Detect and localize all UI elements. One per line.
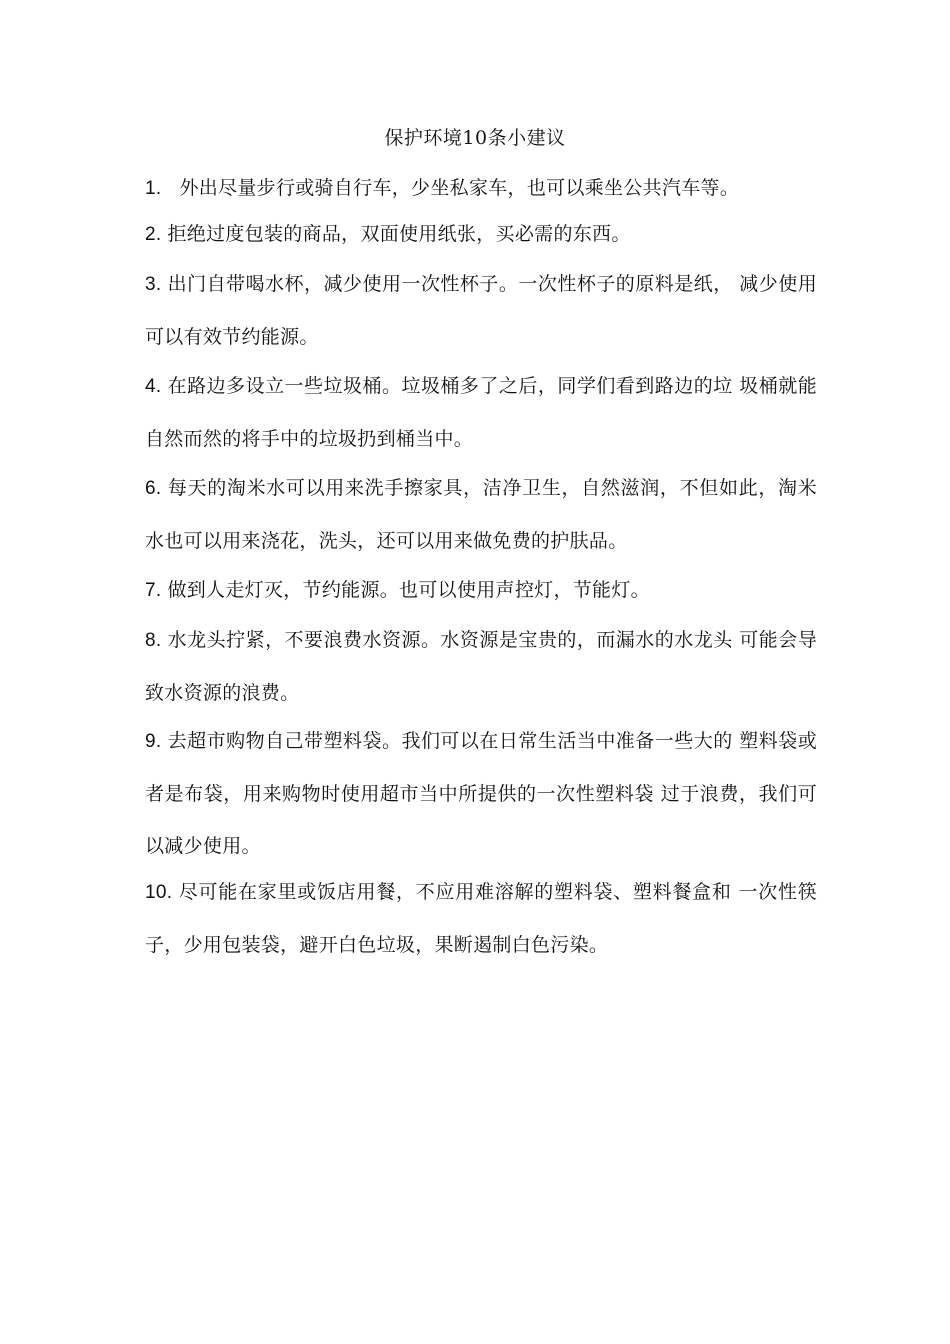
item-number: 7. bbox=[145, 580, 162, 601]
item-number: 4. bbox=[145, 376, 162, 397]
item-text: 去超市购物自己带塑料袋。我们可以在日常生活当中准备一些大的 塑料袋或者是布袋，用来购物时使用超市当中所提供的一次性塑料袋 过于浪费，我们可以减少使用。 bbox=[145, 730, 817, 857]
item-number: 3. bbox=[145, 274, 162, 295]
item-number: 2. bbox=[145, 224, 162, 245]
list-item bbox=[145, 462, 817, 567]
item-text: 外出尽量步行或骑自行车，少坐私家车，也可以乘坐公共汽车等。 bbox=[179, 177, 740, 199]
item-number: 9. bbox=[145, 731, 162, 752]
item-number: 6. bbox=[145, 478, 162, 499]
list-item bbox=[145, 360, 817, 465]
item-text: 尽可能在家里或饭店用餐，不应用难溶解的塑料袋、塑料餐盒和 一次性筷子，少用包装袋，避开白色垃圾，果断遏制白色污染。 bbox=[145, 881, 817, 956]
document-title: 保护环境10条小建议 bbox=[384, 127, 566, 149]
item-number: 10. bbox=[145, 882, 173, 903]
item-text: 水龙头拧紧，不要浪费水资源。水资源是宝贵的，而漏水的水龙头 可能会导致水资源的浪费。 bbox=[145, 629, 817, 704]
item-number: 1. bbox=[145, 178, 162, 199]
item-text: 在路边多设立一些垃圾桶。垃圾桶多了之后，同学们看到路边的垃 圾桶就能自然而然的将手中的垃圾扔到桶当中。 bbox=[145, 375, 817, 450]
item-text: 每天的淘米水可以用来洗手擦家具，洁净卫生，自然滋润，不但如此，淘米水也可以用来浇花，洗头，还可以用来做免费的护肤品。 bbox=[145, 477, 817, 552]
item-number: 8. bbox=[145, 630, 162, 651]
list-item bbox=[145, 208, 817, 261]
list-item bbox=[145, 715, 817, 872]
list-item bbox=[145, 258, 817, 363]
item-text: 出门自带喝水杯，减少使用一次性杯子。一次性杯子的原料是纸， 减少使用可以有效节约能源。 bbox=[145, 273, 817, 348]
item-text: 做到人走灯灭，节约能源。也可以使用声控灯，节能灯。 bbox=[167, 579, 650, 601]
list-item bbox=[145, 866, 817, 971]
list-item bbox=[145, 614, 817, 719]
list-item bbox=[145, 564, 817, 617]
item-text: 拒绝过度包装的商品，双面使用纸张，买必需的东西。 bbox=[167, 223, 631, 245]
